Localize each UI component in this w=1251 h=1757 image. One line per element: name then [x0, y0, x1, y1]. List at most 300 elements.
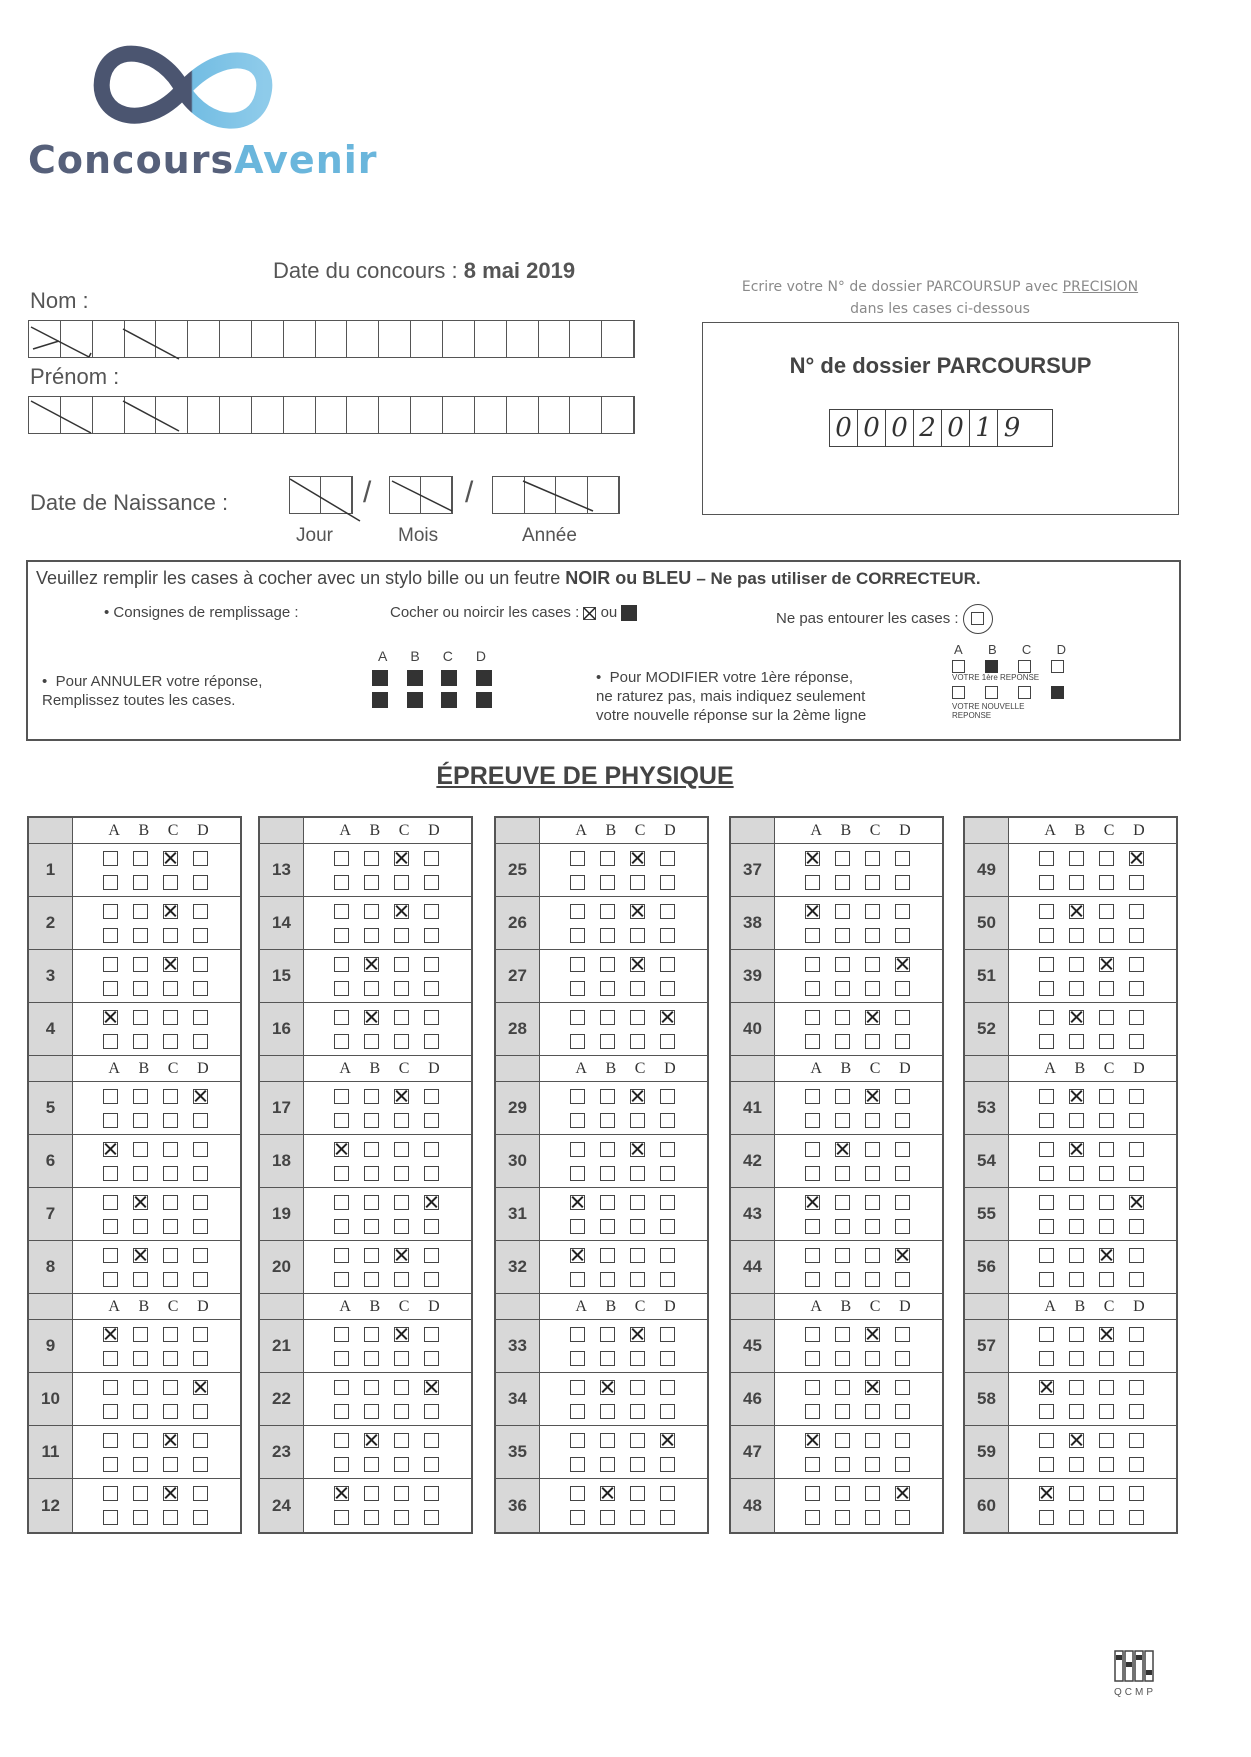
answer-checkbox-c[interactable] [630, 1433, 645, 1448]
answer-checkbox-d[interactable] [424, 981, 439, 996]
answer-checkbox-c[interactable] [865, 928, 880, 943]
answer-checkbox-a[interactable] [334, 1510, 349, 1525]
answer-checkbox-a[interactable] [103, 1248, 118, 1263]
answer-checkbox-d[interactable] [424, 1195, 439, 1210]
answer-checkbox-a[interactable] [334, 1486, 349, 1501]
answer-checkbox-c[interactable] [1099, 1404, 1114, 1419]
answer-checkbox-c[interactable] [163, 904, 178, 919]
answer-checkbox-a[interactable] [570, 851, 585, 866]
answer-checkbox-d[interactable] [424, 875, 439, 890]
answer-checkbox-b[interactable] [1069, 851, 1084, 866]
answer-checkbox-c[interactable] [394, 1433, 409, 1448]
answer-checkbox-b[interactable] [133, 1486, 148, 1501]
answer-checkbox-c[interactable] [1099, 1433, 1114, 1448]
answer-checkbox-c[interactable] [630, 1510, 645, 1525]
answer-checkbox-a[interactable] [103, 1351, 118, 1366]
answer-checkbox-d[interactable] [1129, 1248, 1144, 1263]
answer-checkbox-a[interactable] [1039, 1034, 1054, 1049]
answer-checkbox-c[interactable] [630, 1113, 645, 1128]
answer-checkbox-a[interactable] [805, 1248, 820, 1263]
answer-checkbox-b[interactable] [364, 875, 379, 890]
answer-checkbox-d[interactable] [424, 1510, 439, 1525]
answer-checkbox-d[interactable] [895, 1457, 910, 1472]
answer-checkbox-a[interactable] [1039, 1195, 1054, 1210]
answer-checkbox-d[interactable] [895, 1486, 910, 1501]
answer-checkbox-b[interactable] [835, 1248, 850, 1263]
answer-checkbox-d[interactable] [895, 1510, 910, 1525]
answer-checkbox-d[interactable] [895, 1351, 910, 1366]
answer-checkbox-a[interactable] [570, 1510, 585, 1525]
answer-checkbox-b[interactable] [133, 1248, 148, 1263]
answer-checkbox-a[interactable] [103, 1034, 118, 1049]
answer-checkbox-c[interactable] [630, 1272, 645, 1287]
answer-checkbox-d[interactable] [895, 1380, 910, 1395]
answer-checkbox-a[interactable] [805, 1272, 820, 1287]
answer-checkbox-a[interactable] [570, 1433, 585, 1448]
birth-month-field[interactable] [389, 476, 453, 514]
answer-checkbox-a[interactable] [103, 904, 118, 919]
answer-checkbox-b[interactable] [364, 851, 379, 866]
answer-checkbox-c[interactable] [163, 1142, 178, 1157]
answer-checkbox-d[interactable] [424, 1486, 439, 1501]
answer-checkbox-c[interactable] [865, 1351, 880, 1366]
answer-checkbox-d[interactable] [660, 1034, 675, 1049]
answer-checkbox-d[interactable] [1129, 1010, 1144, 1025]
answer-checkbox-a[interactable] [570, 1380, 585, 1395]
answer-checkbox-a[interactable] [805, 1404, 820, 1419]
answer-checkbox-a[interactable] [103, 1089, 118, 1104]
answer-checkbox-b[interactable] [1069, 1142, 1084, 1157]
answer-checkbox-d[interactable] [424, 851, 439, 866]
answer-checkbox-d[interactable] [895, 1142, 910, 1157]
answer-checkbox-a[interactable] [103, 981, 118, 996]
answer-checkbox-d[interactable] [895, 1327, 910, 1342]
answer-checkbox-d[interactable] [424, 1272, 439, 1287]
answer-checkbox-d[interactable] [424, 1248, 439, 1263]
answer-checkbox-b[interactable] [1069, 875, 1084, 890]
answer-checkbox-c[interactable] [163, 1272, 178, 1287]
answer-checkbox-a[interactable] [334, 1195, 349, 1210]
answer-checkbox-a[interactable] [334, 875, 349, 890]
answer-checkbox-c[interactable] [1099, 1457, 1114, 1472]
answer-checkbox-c[interactable] [163, 1433, 178, 1448]
answer-checkbox-d[interactable] [193, 1010, 208, 1025]
answer-checkbox-b[interactable] [1069, 1272, 1084, 1287]
answer-checkbox-b[interactable] [133, 1195, 148, 1210]
answer-checkbox-d[interactable] [660, 1195, 675, 1210]
answer-checkbox-d[interactable] [193, 1089, 208, 1104]
answer-checkbox-b[interactable] [364, 1457, 379, 1472]
answer-checkbox-b[interactable] [364, 1166, 379, 1181]
answer-checkbox-a[interactable] [103, 1380, 118, 1395]
answer-checkbox-d[interactable] [895, 851, 910, 866]
answer-checkbox-b[interactable] [133, 875, 148, 890]
answer-checkbox-b[interactable] [133, 1272, 148, 1287]
answer-checkbox-a[interactable] [570, 981, 585, 996]
answer-checkbox-b[interactable] [835, 875, 850, 890]
answer-checkbox-d[interactable] [895, 1248, 910, 1263]
answer-checkbox-b[interactable] [364, 1433, 379, 1448]
answer-checkbox-c[interactable] [163, 1034, 178, 1049]
answer-checkbox-d[interactable] [895, 1404, 910, 1419]
answer-checkbox-a[interactable] [103, 1457, 118, 1472]
answer-checkbox-b[interactable] [364, 1034, 379, 1049]
answer-checkbox-d[interactable] [1129, 928, 1144, 943]
answer-checkbox-a[interactable] [1039, 1219, 1054, 1234]
answer-checkbox-d[interactable] [193, 1457, 208, 1472]
answer-checkbox-c[interactable] [1099, 1380, 1114, 1395]
answer-checkbox-a[interactable] [570, 1142, 585, 1157]
answer-checkbox-a[interactable] [805, 1034, 820, 1049]
answer-checkbox-d[interactable] [895, 1433, 910, 1448]
answer-checkbox-b[interactable] [600, 1195, 615, 1210]
answer-checkbox-c[interactable] [865, 1089, 880, 1104]
answer-checkbox-a[interactable] [334, 1404, 349, 1419]
answer-checkbox-c[interactable] [630, 1457, 645, 1472]
answer-checkbox-d[interactable] [895, 1219, 910, 1234]
answer-checkbox-a[interactable] [334, 981, 349, 996]
answer-checkbox-c[interactable] [394, 1486, 409, 1501]
answer-checkbox-c[interactable] [1099, 928, 1114, 943]
answer-checkbox-a[interactable] [805, 1327, 820, 1342]
answer-checkbox-b[interactable] [364, 1404, 379, 1419]
answer-checkbox-a[interactable] [1039, 1166, 1054, 1181]
answer-checkbox-d[interactable] [895, 957, 910, 972]
answer-checkbox-b[interactable] [835, 1089, 850, 1104]
answer-checkbox-c[interactable] [865, 957, 880, 972]
answer-checkbox-c[interactable] [163, 928, 178, 943]
answer-checkbox-b[interactable] [600, 1089, 615, 1104]
answer-checkbox-b[interactable] [1069, 1486, 1084, 1501]
answer-checkbox-b[interactable] [835, 904, 850, 919]
answer-checkbox-a[interactable] [1039, 1327, 1054, 1342]
answer-checkbox-a[interactable] [805, 875, 820, 890]
answer-checkbox-a[interactable] [805, 1457, 820, 1472]
answer-checkbox-b[interactable] [364, 1142, 379, 1157]
answer-checkbox-d[interactable] [1129, 1034, 1144, 1049]
answer-checkbox-a[interactable] [805, 1166, 820, 1181]
answer-checkbox-d[interactable] [424, 1034, 439, 1049]
answer-checkbox-c[interactable] [394, 1327, 409, 1342]
answer-checkbox-d[interactable] [895, 1272, 910, 1287]
answer-checkbox-d[interactable] [660, 1142, 675, 1157]
answer-checkbox-d[interactable] [660, 1457, 675, 1472]
answer-checkbox-c[interactable] [163, 851, 178, 866]
answer-checkbox-a[interactable] [805, 1142, 820, 1157]
answer-checkbox-d[interactable] [424, 928, 439, 943]
answer-checkbox-c[interactable] [1099, 1034, 1114, 1049]
answer-checkbox-b[interactable] [364, 904, 379, 919]
answer-checkbox-d[interactable] [1129, 851, 1144, 866]
answer-checkbox-b[interactable] [133, 1010, 148, 1025]
answer-checkbox-a[interactable] [334, 957, 349, 972]
answer-checkbox-c[interactable] [865, 851, 880, 866]
answer-checkbox-d[interactable] [660, 1113, 675, 1128]
answer-checkbox-d[interactable] [660, 1433, 675, 1448]
answer-checkbox-b[interactable] [364, 981, 379, 996]
answer-checkbox-b[interactable] [1069, 1351, 1084, 1366]
answer-checkbox-c[interactable] [163, 1457, 178, 1472]
answer-checkbox-c[interactable] [163, 1351, 178, 1366]
answer-checkbox-d[interactable] [1129, 1166, 1144, 1181]
answer-checkbox-c[interactable] [394, 1404, 409, 1419]
answer-checkbox-a[interactable] [103, 1113, 118, 1128]
answer-checkbox-d[interactable] [193, 957, 208, 972]
answer-checkbox-d[interactable] [1129, 957, 1144, 972]
answer-checkbox-a[interactable] [334, 1380, 349, 1395]
answer-checkbox-c[interactable] [394, 1113, 409, 1128]
answer-checkbox-b[interactable] [1069, 1010, 1084, 1025]
answer-checkbox-b[interactable] [600, 1404, 615, 1419]
answer-checkbox-b[interactable] [600, 1380, 615, 1395]
answer-checkbox-b[interactable] [1069, 1166, 1084, 1181]
answer-checkbox-b[interactable] [600, 1510, 615, 1525]
answer-checkbox-b[interactable] [835, 1166, 850, 1181]
answer-checkbox-c[interactable] [163, 1486, 178, 1501]
answer-checkbox-d[interactable] [193, 1195, 208, 1210]
answer-checkbox-c[interactable] [630, 1351, 645, 1366]
answer-checkbox-b[interactable] [133, 851, 148, 866]
answer-checkbox-b[interactable] [1069, 1510, 1084, 1525]
answer-checkbox-a[interactable] [1039, 1510, 1054, 1525]
answer-checkbox-d[interactable] [424, 1219, 439, 1234]
answer-checkbox-d[interactable] [424, 1166, 439, 1181]
answer-checkbox-b[interactable] [133, 1457, 148, 1472]
answer-checkbox-c[interactable] [630, 1089, 645, 1104]
answer-checkbox-d[interactable] [660, 851, 675, 866]
answer-checkbox-c[interactable] [630, 1380, 645, 1395]
answer-checkbox-a[interactable] [570, 1010, 585, 1025]
answer-checkbox-b[interactable] [600, 1327, 615, 1342]
answer-checkbox-d[interactable] [1129, 1380, 1144, 1395]
answer-checkbox-c[interactable] [865, 1510, 880, 1525]
answer-checkbox-b[interactable] [133, 1089, 148, 1104]
answer-checkbox-d[interactable] [424, 1089, 439, 1104]
answer-checkbox-c[interactable] [865, 981, 880, 996]
answer-checkbox-d[interactable] [424, 1457, 439, 1472]
answer-checkbox-a[interactable] [1039, 875, 1054, 890]
answer-checkbox-d[interactable] [895, 981, 910, 996]
answer-checkbox-b[interactable] [600, 1010, 615, 1025]
answer-checkbox-a[interactable] [1039, 1457, 1054, 1472]
answer-checkbox-a[interactable] [1039, 957, 1054, 972]
answer-checkbox-b[interactable] [600, 1142, 615, 1157]
answer-checkbox-b[interactable] [835, 1404, 850, 1419]
answer-checkbox-b[interactable] [364, 1248, 379, 1263]
answer-checkbox-a[interactable] [103, 1272, 118, 1287]
answer-checkbox-a[interactable] [1039, 1380, 1054, 1395]
nom-field[interactable] [28, 320, 635, 358]
answer-checkbox-d[interactable] [660, 928, 675, 943]
answer-checkbox-b[interactable] [1069, 1433, 1084, 1448]
answer-checkbox-b[interactable] [600, 928, 615, 943]
answer-checkbox-c[interactable] [163, 1166, 178, 1181]
answer-checkbox-c[interactable] [394, 1195, 409, 1210]
answer-checkbox-d[interactable] [660, 1272, 675, 1287]
answer-checkbox-a[interactable] [334, 1089, 349, 1104]
answer-checkbox-b[interactable] [1069, 1248, 1084, 1263]
answer-checkbox-a[interactable] [805, 851, 820, 866]
answer-checkbox-b[interactable] [835, 1433, 850, 1448]
answer-checkbox-b[interactable] [1069, 981, 1084, 996]
answer-checkbox-d[interactable] [193, 1248, 208, 1263]
answer-checkbox-c[interactable] [1099, 851, 1114, 866]
answer-checkbox-b[interactable] [835, 1351, 850, 1366]
answer-checkbox-d[interactable] [660, 1089, 675, 1104]
answer-checkbox-b[interactable] [1069, 1219, 1084, 1234]
answer-checkbox-a[interactable] [103, 1486, 118, 1501]
answer-checkbox-c[interactable] [630, 981, 645, 996]
answer-checkbox-d[interactable] [1129, 1142, 1144, 1157]
answer-checkbox-b[interactable] [133, 1404, 148, 1419]
answer-checkbox-a[interactable] [805, 1351, 820, 1366]
answer-checkbox-d[interactable] [895, 875, 910, 890]
answer-checkbox-c[interactable] [865, 875, 880, 890]
answer-checkbox-a[interactable] [103, 851, 118, 866]
answer-checkbox-c[interactable] [630, 875, 645, 890]
answer-checkbox-d[interactable] [193, 1486, 208, 1501]
answer-checkbox-d[interactable] [193, 1380, 208, 1395]
answer-checkbox-b[interactable] [600, 875, 615, 890]
answer-checkbox-c[interactable] [630, 1034, 645, 1049]
answer-checkbox-c[interactable] [630, 928, 645, 943]
answer-checkbox-a[interactable] [805, 981, 820, 996]
answer-checkbox-a[interactable] [1039, 1351, 1054, 1366]
answer-checkbox-a[interactable] [103, 1433, 118, 1448]
answer-checkbox-b[interactable] [600, 981, 615, 996]
answer-checkbox-d[interactable] [895, 928, 910, 943]
answer-checkbox-b[interactable] [835, 1034, 850, 1049]
answer-checkbox-b[interactable] [133, 981, 148, 996]
answer-checkbox-a[interactable] [570, 1351, 585, 1366]
answer-checkbox-d[interactable] [424, 1351, 439, 1366]
answer-checkbox-b[interactable] [1069, 1034, 1084, 1049]
answer-checkbox-a[interactable] [334, 1457, 349, 1472]
answer-checkbox-d[interactable] [1129, 904, 1144, 919]
answer-checkbox-a[interactable] [805, 1113, 820, 1128]
answer-checkbox-d[interactable] [193, 875, 208, 890]
answer-checkbox-a[interactable] [1039, 1433, 1054, 1448]
answer-checkbox-a[interactable] [103, 1166, 118, 1181]
answer-checkbox-b[interactable] [835, 1010, 850, 1025]
answer-checkbox-c[interactable] [394, 1248, 409, 1263]
answer-checkbox-c[interactable] [394, 1034, 409, 1049]
answer-checkbox-c[interactable] [865, 904, 880, 919]
answer-checkbox-b[interactable] [133, 1380, 148, 1395]
answer-checkbox-d[interactable] [193, 1433, 208, 1448]
answer-checkbox-d[interactable] [660, 957, 675, 972]
answer-checkbox-b[interactable] [835, 1380, 850, 1395]
answer-checkbox-d[interactable] [1129, 1433, 1144, 1448]
answer-checkbox-d[interactable] [1129, 1510, 1144, 1525]
answer-checkbox-b[interactable] [364, 1089, 379, 1104]
answer-checkbox-d[interactable] [424, 1010, 439, 1025]
answer-checkbox-d[interactable] [660, 1248, 675, 1263]
answer-checkbox-c[interactable] [394, 1166, 409, 1181]
answer-checkbox-a[interactable] [334, 1034, 349, 1049]
answer-checkbox-b[interactable] [600, 1219, 615, 1234]
answer-checkbox-b[interactable] [133, 928, 148, 943]
answer-checkbox-d[interactable] [1129, 1089, 1144, 1104]
answer-checkbox-a[interactable] [1039, 981, 1054, 996]
answer-checkbox-a[interactable] [570, 1486, 585, 1501]
answer-checkbox-a[interactable] [103, 1510, 118, 1525]
answer-checkbox-c[interactable] [1099, 1219, 1114, 1234]
answer-checkbox-d[interactable] [895, 904, 910, 919]
answer-checkbox-c[interactable] [1099, 904, 1114, 919]
answer-checkbox-a[interactable] [805, 1510, 820, 1525]
answer-checkbox-a[interactable] [103, 1010, 118, 1025]
answer-checkbox-c[interactable] [865, 1457, 880, 1472]
answer-checkbox-c[interactable] [1099, 1113, 1114, 1128]
answer-checkbox-c[interactable] [163, 1327, 178, 1342]
answer-checkbox-a[interactable] [570, 1089, 585, 1104]
answer-checkbox-c[interactable] [865, 1113, 880, 1128]
answer-checkbox-c[interactable] [1099, 957, 1114, 972]
answer-checkbox-b[interactable] [133, 957, 148, 972]
answer-checkbox-c[interactable] [630, 1195, 645, 1210]
answer-checkbox-c[interactable] [1099, 1248, 1114, 1263]
answer-checkbox-d[interactable] [660, 1404, 675, 1419]
answer-checkbox-c[interactable] [163, 1113, 178, 1128]
answer-checkbox-d[interactable] [1129, 1113, 1144, 1128]
answer-checkbox-d[interactable] [895, 1034, 910, 1049]
answer-checkbox-c[interactable] [1099, 1142, 1114, 1157]
answer-checkbox-a[interactable] [334, 1272, 349, 1287]
answer-checkbox-b[interactable] [600, 851, 615, 866]
answer-checkbox-b[interactable] [835, 1113, 850, 1128]
answer-checkbox-b[interactable] [600, 1272, 615, 1287]
answer-checkbox-d[interactable] [1129, 1351, 1144, 1366]
answer-checkbox-d[interactable] [1129, 1195, 1144, 1210]
answer-checkbox-b[interactable] [835, 981, 850, 996]
answer-checkbox-d[interactable] [193, 1219, 208, 1234]
answer-checkbox-b[interactable] [600, 1166, 615, 1181]
answer-checkbox-c[interactable] [1099, 1510, 1114, 1525]
answer-checkbox-c[interactable] [630, 904, 645, 919]
answer-checkbox-b[interactable] [364, 1113, 379, 1128]
answer-checkbox-b[interactable] [1069, 1195, 1084, 1210]
answer-checkbox-a[interactable] [334, 1166, 349, 1181]
answer-checkbox-d[interactable] [1129, 875, 1144, 890]
answer-checkbox-b[interactable] [600, 957, 615, 972]
answer-checkbox-c[interactable] [1099, 875, 1114, 890]
answer-checkbox-d[interactable] [193, 928, 208, 943]
answer-checkbox-c[interactable] [394, 1272, 409, 1287]
answer-checkbox-a[interactable] [805, 1219, 820, 1234]
answer-checkbox-a[interactable] [570, 1248, 585, 1263]
answer-checkbox-b[interactable] [364, 1351, 379, 1366]
answer-checkbox-a[interactable] [1039, 1272, 1054, 1287]
answer-checkbox-d[interactable] [895, 1195, 910, 1210]
answer-checkbox-c[interactable] [1099, 1486, 1114, 1501]
answer-checkbox-c[interactable] [394, 904, 409, 919]
answer-checkbox-a[interactable] [570, 875, 585, 890]
answer-checkbox-a[interactable] [103, 875, 118, 890]
answer-checkbox-d[interactable] [1129, 1272, 1144, 1287]
answer-checkbox-b[interactable] [835, 1486, 850, 1501]
answer-checkbox-b[interactable] [133, 1327, 148, 1342]
answer-checkbox-c[interactable] [630, 1010, 645, 1025]
answer-checkbox-c[interactable] [865, 1219, 880, 1234]
answer-checkbox-b[interactable] [600, 1113, 615, 1128]
answer-checkbox-c[interactable] [394, 1219, 409, 1234]
answer-checkbox-b[interactable] [600, 904, 615, 919]
answer-checkbox-a[interactable] [1039, 1113, 1054, 1128]
answer-checkbox-c[interactable] [394, 957, 409, 972]
answer-checkbox-c[interactable] [630, 1219, 645, 1234]
answer-checkbox-b[interactable] [600, 1457, 615, 1472]
